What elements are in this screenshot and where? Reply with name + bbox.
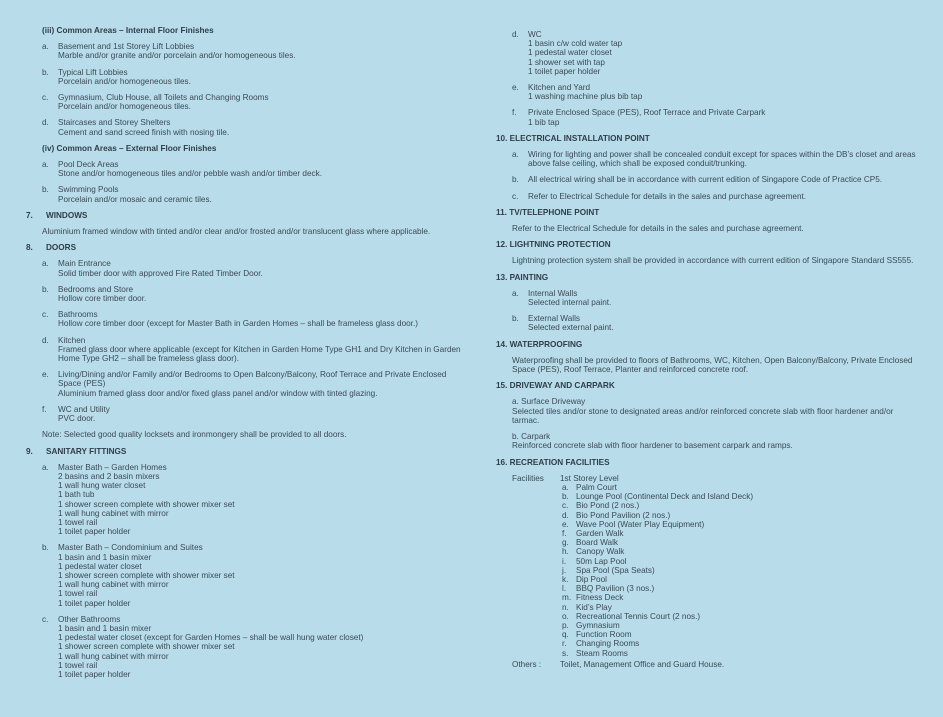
sanitary-fittings-list	[26, 463, 466, 679]
item-body	[58, 259, 466, 277]
item-line: 1 wall hung cabinet with mirror	[58, 580, 169, 590]
facility-letter: i.	[562, 556, 567, 566]
facility-item	[560, 649, 916, 658]
waterproofing-heading: 14. WATERPROOFING	[496, 339, 583, 349]
lightning-heading: 12. LIGHTNING PROTECTION	[496, 240, 611, 250]
list-item	[42, 259, 466, 277]
item-line: PVC door.	[58, 414, 96, 424]
item-line: 1 toilet paper holder	[58, 598, 131, 608]
item-letter: d.	[42, 335, 49, 345]
item-letter: b.	[42, 185, 49, 195]
recreation-heading: 16. RECREATION FACILITIES	[496, 457, 610, 467]
list-item	[42, 93, 466, 111]
facility-letter: e.	[562, 519, 569, 529]
electrical-list	[496, 150, 916, 201]
facility-name: Bio Pond (2 nos.)	[576, 501, 640, 511]
item-line: Basement and 1st Storey Lift Lobbies	[58, 42, 195, 52]
list-item	[512, 150, 916, 168]
item-line: Gymnasium, Club House, all Toilets and Changing Rooms	[58, 93, 269, 103]
item-letter: e.	[42, 370, 49, 380]
waterproofing-text: Waterproofing shall be provided to floors of Bathrooms, WC, Kitchen, Open Balcony/Balcony, Private Enclosed Space (PES), Roof Terrace, Planter and reinforced concrete roof.	[512, 355, 913, 375]
facility-item	[560, 520, 916, 529]
left-column	[26, 26, 466, 686]
facility-item	[560, 639, 916, 648]
facility-letter: g.	[562, 538, 569, 548]
item-line: Bathrooms	[58, 310, 98, 320]
list-item	[42, 68, 466, 86]
facility-letter: r.	[562, 639, 567, 649]
item-line: 2 basins and 2 basin mixers	[58, 471, 160, 481]
item-line: WC and Utility	[58, 404, 110, 414]
painting-heading: 13. PAINTING	[496, 272, 549, 282]
item-line: 1 wall hung cabinet with mirror	[58, 651, 169, 661]
facility-name: 50m Lap Pool	[576, 556, 627, 566]
facilities-list	[560, 474, 916, 658]
item-letter: e.	[512, 83, 519, 93]
floor-finishes-internal-list	[26, 42, 466, 137]
item-line: Selected internal paint.	[528, 298, 612, 308]
item-body	[58, 42, 466, 60]
item-body	[512, 432, 916, 450]
item-body	[58, 463, 466, 537]
item-body	[58, 405, 466, 423]
item-line: Swimming Pools	[58, 185, 119, 195]
item-line: Staircases and Storey Shelters	[58, 118, 171, 128]
others-block	[512, 660, 916, 669]
doors-heading: 8. DOORS	[26, 243, 77, 253]
item-line: 1 wall hung water closet	[58, 481, 146, 491]
facility-letter: b.	[562, 492, 569, 502]
sanitary-fittings-list-continued	[496, 30, 916, 127]
item-letter: b.	[512, 175, 519, 185]
sanitary-fittings-heading: 9. SANITARY FITTINGS	[26, 446, 127, 456]
item-letter: c.	[42, 310, 49, 320]
floor-finishes-internal-heading: (iii) Common Areas – Internal Floor Finishes	[42, 26, 214, 35]
item-body	[528, 175, 916, 184]
item-line: Aluminium framed glass door and/or fixed glass panel and/or window with tinted glazing.	[58, 388, 378, 398]
facility-item	[560, 612, 916, 621]
lightning-text: Lightning protection system shall be provided in accordance with current edition of Singapore Standard SS555.	[512, 256, 914, 266]
others-text: Toilet, Management Office and Guard House.	[560, 659, 725, 669]
item-line: 1 shower set with tap	[528, 57, 605, 67]
item-body	[58, 370, 466, 398]
facility-name: Canopy Walk	[576, 547, 625, 557]
item-body	[58, 160, 466, 178]
item-line: 1 toilet paper holder	[58, 527, 131, 537]
item-line: 1 towel rail	[58, 589, 98, 599]
item-line: Kitchen and Yard	[528, 83, 591, 93]
item-line: Porcelain and/or homogeneous tiles.	[58, 102, 191, 112]
facility-letter: k.	[562, 574, 569, 584]
item-line: 1 bath tub	[58, 490, 95, 500]
electrical-heading: 10. ELECTRICAL INSTALLATION POINT	[496, 133, 650, 143]
facility-letter: p.	[562, 620, 569, 630]
item-line: Typical Lift Lobbies	[58, 67, 128, 77]
item-line: 1 bib tap	[528, 117, 560, 127]
right-column	[496, 30, 916, 669]
tv-telephone-text: Refer to the Electrical Schedule for details in the sales and purchase agreement.	[512, 224, 804, 234]
item-body	[528, 83, 916, 101]
facility-name: BBQ Pavilion (3 nos.)	[576, 584, 655, 594]
item-line: 1 shower screen complete with shower mixer set	[58, 499, 235, 509]
item-letter: c.	[512, 191, 519, 201]
item-line: Stone and/or homogeneous tiles and/or pebble wash and/or timber deck.	[58, 169, 322, 179]
facility-letter: o.	[562, 611, 569, 621]
item-letter: a.	[42, 259, 49, 269]
facility-letter: d.	[562, 510, 569, 520]
item-letter: f.	[42, 404, 47, 414]
facility-name: Spa Pool (Spa Seats)	[576, 565, 655, 575]
facility-item	[560, 483, 916, 492]
item-line: b. Carpark	[512, 432, 551, 442]
item-line: Main Entrance	[58, 259, 111, 269]
item-line: Selected external paint.	[528, 323, 614, 333]
facility-item	[560, 511, 916, 520]
windows-text: Aluminium framed window with tinted and/or clear and/or frosted and/or translucent glass where applicable.	[42, 227, 431, 237]
list-item	[512, 192, 916, 201]
item-body	[58, 185, 466, 203]
item-body	[58, 93, 466, 111]
painting-list	[496, 289, 916, 333]
facility-item	[560, 538, 916, 547]
list-item	[42, 42, 466, 60]
item-line: Internal Walls	[528, 288, 578, 298]
item-letter: a.	[42, 160, 49, 170]
item-line: Cement and sand screed finish with nosing tile.	[58, 127, 230, 137]
item-line: Marble and/or granite and/or porcelain and/or homogeneous tiles.	[58, 51, 296, 61]
facility-name: Bio Pond Pavilion (2 nos.)	[576, 510, 671, 520]
item-line: Wiring for lighting and power shall be concealed conduit except for spaces within the DB’s closet and areas above false ceiling, which shall be exposed conduit/trunking.	[528, 150, 918, 169]
facility-letter: l.	[562, 584, 567, 594]
facility-letter: q.	[562, 630, 569, 640]
item-line: Framed glass door where applicable (except for Kitchen in Garden Home Type GH1 and Dry Kitchen in Garden Home Type GH2 – shall be frameless glass door).	[58, 344, 463, 364]
facility-name: Fitness Deck	[576, 593, 624, 603]
list-item	[42, 463, 466, 537]
item-line: Selected tiles and/or stone to designated areas and/or reinforced concrete slab with floor hardener and/or tarmac.	[512, 406, 894, 425]
item-line: 1 wall hung cabinet with mirror	[58, 508, 169, 518]
facility-item	[560, 529, 916, 538]
item-line: Reinforced concrete slab with floor hardener to basement carpark and ramps.	[512, 441, 793, 451]
item-body	[528, 108, 916, 126]
item-line: Porcelain and/or homogeneous tiles.	[58, 76, 191, 86]
facility-name: Board Walk	[576, 538, 619, 548]
facility-item	[560, 621, 916, 630]
item-body	[528, 192, 916, 201]
doors-list	[26, 259, 466, 423]
facility-letter: n.	[562, 602, 569, 612]
item-line: 1 pedestal water closet	[58, 561, 142, 571]
facility-name: Function Room	[576, 630, 632, 640]
item-letter: b.	[42, 543, 49, 553]
facility-letter: a.	[562, 482, 569, 492]
item-body	[528, 30, 916, 76]
item-line: Solid timber door with approved Fire Rated Timber Door.	[58, 268, 263, 278]
facility-item	[560, 593, 916, 602]
item-line: 1 pedestal water closet (except for Garden Homes – shall be wall hung water closet)	[58, 633, 364, 643]
facility-letter: s.	[562, 648, 569, 658]
driveway-heading: 15. DRIVEWAY AND CARPARK	[496, 381, 615, 391]
facility-letter: h.	[562, 547, 569, 557]
facility-name: Recreational Tennis Court (2 nos.)	[576, 611, 701, 621]
facility-item	[560, 566, 916, 575]
item-body	[58, 336, 466, 364]
item-line: 1 basin and 1 basin mixer	[58, 623, 152, 633]
item-line: a. Surface Driveway	[512, 397, 586, 407]
item-line: Bedrooms and Store	[58, 284, 134, 294]
facility-item	[560, 630, 916, 639]
item-line: 1 toilet paper holder	[528, 66, 601, 76]
item-body	[58, 543, 466, 607]
item-letter: a.	[512, 288, 519, 298]
item-line: External Walls	[528, 314, 581, 324]
item-line: Living/Dining and/or Family and/or Bedrooms to Open Balcony/Balcony, Roof Terrace and Private Enclosed Space (PES)	[58, 370, 449, 389]
item-line: Private Enclosed Space (PES), Roof Terrace and Private Carpark	[528, 108, 766, 118]
facility-item	[560, 547, 916, 556]
list-item	[42, 160, 466, 178]
item-line: 1 towel rail	[58, 517, 98, 527]
list-item	[42, 336, 466, 364]
floor-finishes-external-heading: (iv) Common Areas – External Floor Finishes	[42, 143, 217, 153]
facility-name: Gymnasium	[576, 620, 620, 630]
item-letter: d.	[42, 118, 49, 128]
facility-item	[560, 557, 916, 566]
item-letter: a.	[42, 462, 49, 472]
facility-letter: c.	[562, 501, 569, 511]
list-item	[512, 314, 916, 332]
item-line: Porcelain and/or mosaic and ceramic tiles.	[58, 194, 212, 204]
item-body	[58, 285, 466, 303]
item-line: All electrical wiring shall be in accordance with current edition of Singapore Code of Practice CP5.	[528, 175, 883, 185]
facilities-level: 1st Storey Level	[560, 473, 619, 483]
facility-name: Steam Rooms	[576, 648, 628, 658]
item-body	[58, 310, 466, 328]
item-letter: f.	[512, 108, 517, 118]
list-item	[512, 289, 916, 307]
doors-note: Note: Selected good quality locksets and ironmongery shall be provided to all doors.	[42, 430, 347, 440]
list-item	[42, 615, 466, 679]
facility-item	[560, 492, 916, 501]
item-letter: c.	[42, 93, 49, 103]
list-item	[512, 30, 916, 76]
item-line: 1 toilet paper holder	[58, 669, 131, 679]
item-line: Pool Deck Areas	[58, 160, 119, 170]
list-item	[512, 83, 916, 101]
tv-telephone-heading: 11. TV/TELEPHONE POINT	[496, 207, 600, 217]
item-letter: b.	[42, 67, 49, 77]
facility-name: Dip Pool	[576, 574, 607, 584]
list-item	[42, 285, 466, 303]
item-letter: a.	[512, 150, 519, 160]
floor-finishes-external-list	[26, 160, 466, 204]
item-line: Hollow core timber door (except for Master Bath in Garden Homes – shall be frameless glass door.)	[58, 319, 418, 329]
facilities-rows	[560, 483, 916, 658]
item-line: 1 pedestal water closet	[528, 48, 612, 58]
item-line: 1 shower screen complete with shower mixer set	[58, 570, 235, 580]
list-item	[512, 397, 916, 425]
facility-name: Lounge Pool (Continental Deck and Island Deck)	[576, 492, 754, 502]
facility-name: Wave Pool (Water Play Equipment)	[576, 519, 705, 529]
windows-heading: 7. WINDOWS	[26, 210, 88, 220]
item-line: 1 washing machine plus bib tap	[528, 92, 643, 102]
facilities-block	[512, 474, 916, 658]
item-body	[512, 397, 916, 425]
list-item	[42, 543, 466, 607]
facility-item	[560, 584, 916, 593]
item-letter: a.	[42, 42, 49, 52]
item-line: Master Bath – Garden Homes	[58, 462, 167, 472]
list-item	[42, 118, 466, 136]
item-line: Hollow core timber door.	[58, 294, 147, 304]
item-line: Master Bath – Condominium and Suites	[58, 543, 203, 553]
facility-name: Kid’s Play	[576, 602, 612, 612]
item-line: 1 shower screen complete with shower mixer set	[58, 642, 235, 652]
item-body	[58, 118, 466, 136]
item-body	[528, 314, 916, 332]
item-line: 1 basin and 1 basin mixer	[58, 552, 152, 562]
facility-letter: m.	[562, 593, 572, 603]
others-label: Others :	[512, 659, 542, 669]
list-item	[512, 175, 916, 184]
item-letter: c.	[42, 614, 49, 624]
list-item	[42, 405, 466, 423]
facility-letter: f.	[562, 528, 567, 538]
facility-name: Changing Rooms	[576, 639, 640, 649]
facilities-label: Facilities	[512, 473, 544, 483]
list-item	[512, 432, 916, 450]
item-body	[58, 615, 466, 679]
item-letter: b.	[42, 284, 49, 294]
item-letter: d.	[512, 30, 519, 39]
facility-item	[560, 575, 916, 584]
facility-letter: j.	[562, 565, 567, 575]
item-body	[58, 68, 466, 86]
item-line: 1 towel rail	[58, 660, 98, 670]
item-body	[528, 150, 916, 168]
item-letter: b.	[512, 314, 519, 324]
item-line: Refer to Electrical Schedule for details in the sales and purchase agreement.	[528, 191, 807, 201]
item-line: 1 basin c/w cold water tap	[528, 39, 623, 49]
facility-name: Palm Court	[576, 482, 617, 492]
facility-item	[560, 501, 916, 510]
item-line: Kitchen	[58, 335, 86, 345]
facility-name: Garden Walk	[576, 528, 624, 538]
item-body	[528, 289, 916, 307]
driveway-list	[496, 397, 916, 450]
facility-item	[560, 603, 916, 612]
item-line: Other Bathrooms	[58, 614, 121, 624]
item-line: WC	[528, 30, 542, 39]
list-item	[42, 370, 466, 398]
list-item	[512, 108, 916, 126]
list-item	[42, 310, 466, 328]
list-item	[42, 185, 466, 203]
